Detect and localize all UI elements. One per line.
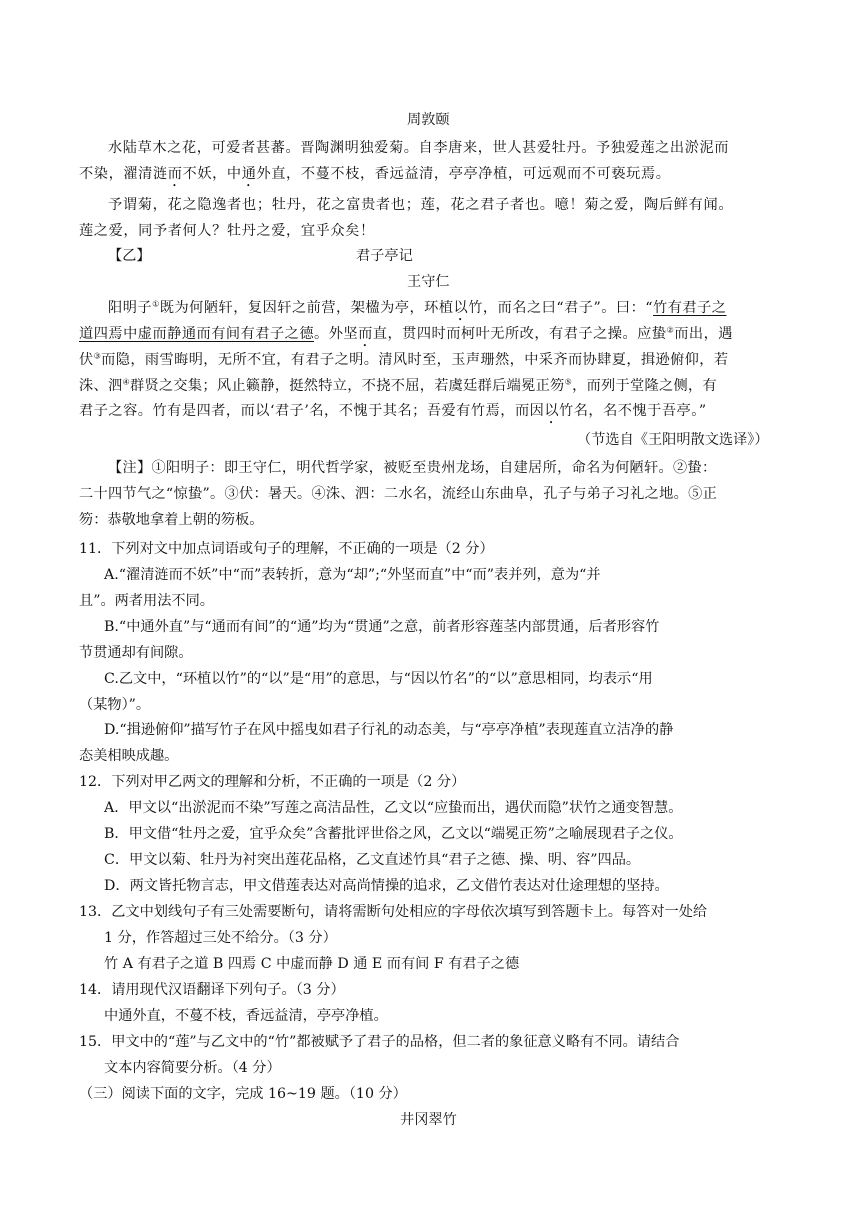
q13-stem-line2: 1 分，作答超过三处不给分。（3 分） [104,930,337,946]
q13-sentence: 竹 A 有君子之道 B 四焉 C 中虚而静 D 通 E 而有间 F 有君子之德 [104,956,520,972]
q11-option-b-line2: 节贯通却有间隙。 [79,645,193,661]
notes-line1: 【注】①阳明子：即王守仁，明代哲学家，被贬至贵州龙场，自建居所，命名为何陋轩。②蛰： [108,460,717,476]
text-span: 伏 [79,352,94,368]
yi-line1 [108,298,727,324]
text-span: 。外坚 [314,326,359,342]
q14-stem: 14．请用现代汉语翻译下列句子。（3 分） [79,982,345,998]
yi-line4 [79,376,717,396]
note-marker: ⑤ [564,377,573,387]
jia-p2-line1: 予谓菊，花之隐逸者也；牡丹，花之富贵者也；莲，花之君子者也。噫！菊之爱，陶后鲜有闻。 [108,197,734,213]
dotted-char-tong: 通 [241,166,257,182]
dotted-char-er: 而 [167,166,183,182]
jia-p1-line2 [79,164,671,190]
q11-option-d-line1: D.“揖逊俯仰”描写竹子在风中摇曳如君子行礼的动态美，与“亭亭净植”表现莲直立洁净的静 [104,722,674,738]
yi-line5 [79,401,707,427]
yi-title: 君子亭记 [356,248,413,264]
jia-author: 周敦颐 [407,112,450,128]
text-span: 阳明子 [108,300,153,316]
text-span: 不妖，中 [182,166,242,182]
text-span: 而出，遇 [674,326,733,342]
yi-tag: 【乙】 [108,248,151,264]
q13-stem-line1: 13．乙文中划线句子有三处需要断句，请将需断句处相应的字母依次填写到答题卡上。每答对一处给 [79,904,708,920]
text-span: 竹名，名不愧于吾亭。” [559,403,707,419]
jia-p1-line1: 水陆草木之花，可爱者甚蕃。晋陶渊明独爱菊。自李唐来，世人甚爱牡丹。予独爱莲之出淤泥而 [108,140,730,156]
yi-author: 王守仁 [407,274,450,290]
note-marker: ① [152,299,160,309]
note-marker: ② [666,325,675,335]
text-span: 竹，而名之曰“君子”。曰：“ [468,300,654,316]
underlined-sentence: 道四焉中虚而静通而有间有君子之德 [79,326,315,342]
q12-option-d: D．两文皆托物言志，甲文借莲表达对高尚情操的追求，乙文借竹表达对仕途理想的坚持。 [104,878,669,894]
q12-option-c: C．甲文以菊、牡丹为衬突出莲花品格，乙文直述竹具“君子之德、操、明、容”四品。 [104,852,641,868]
dotted-char-er: 而 [358,326,373,342]
q11-option-d-line2: 态美相映成趣。 [79,748,179,764]
q11-option-a-line1: A.“濯清涟而不妖”中“而”表转折，意为“却”;“外坚而直”中“而”表并列，意为“并 [104,567,601,583]
text-span: 外直，不蔓不枝，香远益清，亭亭净植，可远观而不可亵玩焉。 [256,166,671,182]
note-marker: ③ [93,351,102,361]
text-span: 群贤之交集；风止籁静，挺然特立，不挠不屈，若虞廷群后端冕正笏 [129,378,565,394]
yi-line3 [79,350,728,370]
part3-title: 井冈翠竹 [400,1112,457,1128]
text-span: 直，贯四时而柯叶无所改，有君子之操。应蛰 [372,326,667,342]
q15-stem-line2: 文本内容简要分析。（4 分） [104,1060,281,1076]
note-marker: ④ [122,377,130,387]
q12-option-b: B．甲文借“牡丹之爱，宜乎众矣”含蓄批评世俗之风，乙文以“端冕正笏”之喻展现君子之仪。 [104,826,683,842]
underlined-sentence: 竹有君子之 [653,300,727,316]
q11-option-a-line2: 且”。两者用法不同。 [79,593,214,609]
dotted-char-yi: 以 [453,300,469,316]
text-span: 君子之容。竹有是四者，而以‘君子’名，不愧于其名；吾爱有竹焉，而因 [79,403,545,419]
q15-stem-line1: 15．甲文中的“莲”与乙文中的“竹”都被赋予了君子的品格，但二者的象征意义略有不同。请结合 [79,1034,680,1050]
q11-option-c-line1: C.乙文中，“环植以竹”的“以”是“用”的意思，与“因以竹名”的“以”意思相同，均表示“用 [104,671,653,687]
notes-line3: 笏：恭敬地拿着上朝的笏板。 [79,512,264,528]
text-span: 洙、泗 [79,378,123,394]
text-span: ，而列于堂隆之侧，有 [572,378,717,394]
part3-heading: （三）阅读下面的文字，完成 16~19 题。（10 分） [79,1086,407,1102]
notes-line2: 二十四节气之“惊蛰”。③伏：暑天。④洙、泗：二水名，流经山东曲阜，孔子与弟子习礼之地。⑤正 [79,486,718,502]
q11-option-c-line2: （某物）”。 [79,697,151,713]
q12-stem: 12．下列对甲乙两文的理解和分析，不正确的一项是（2 分） [79,774,466,790]
q12-option-a: A．甲文以“出淤泥而不染”写莲之高洁品性，乙文以“应蛰而出，遇伏而隐”状竹之通变智慧。 [104,800,683,816]
text-span: 既为何陋轩，复因轩之前营，架楹为亭，环植 [159,300,454,316]
yi-line2 [79,324,733,350]
text-span: 不染，濯清涟 [79,166,168,182]
jia-p2-line2: 莲之爱，同予者何人？牡丹之爱，宜乎众矣！ [79,223,375,239]
q14-sentence: 中通外直，不蔓不枝，香远益清，亭亭净植。 [104,1008,388,1024]
yi-source: （节选自《王阳明散文选译》） [577,432,769,448]
dotted-char-yi: 以 [544,403,560,419]
q11-option-b-line1: B.“中通外直”与“通而有间”的“通”均为“贯通”之意，前者形容莲茎内部贯通，后者形容竹 [104,619,660,635]
text-span: 而隐，雨雪晦明，无所不宜，有君子之明。清风时至，玉声珊然，中采齐而协肆夏，揖逊俯仰，若 [101,352,729,368]
q11-stem: 11．下列对文中加点词语或句子的理解，不正确的一项是（2 分） [79,541,494,557]
